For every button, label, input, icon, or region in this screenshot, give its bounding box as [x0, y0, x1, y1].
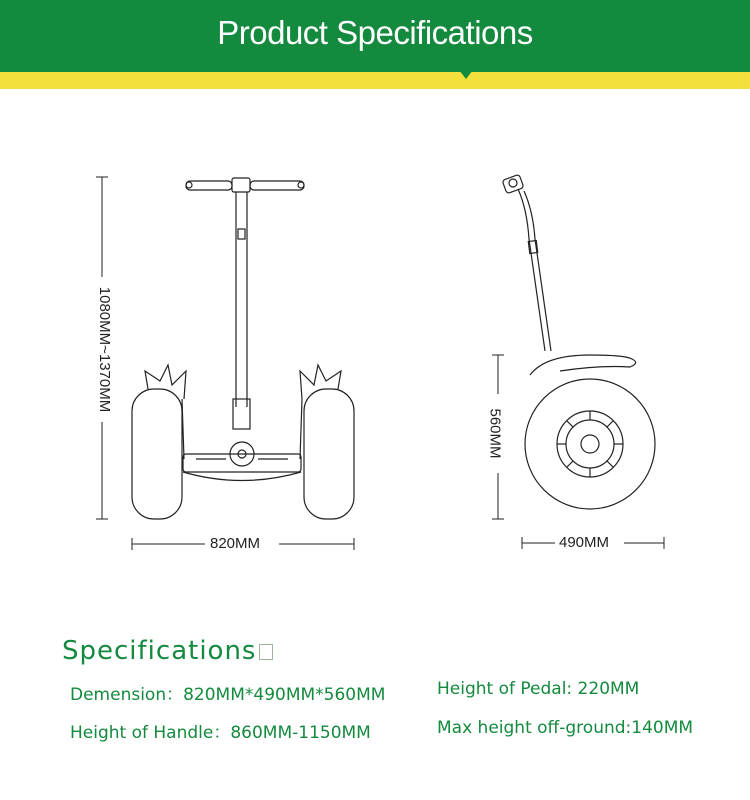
- placeholder-box-icon: [259, 644, 273, 660]
- page-title: Product Specifications: [217, 14, 533, 51]
- side-length-label: 490MM: [559, 534, 610, 551]
- front-left-wheel: [132, 365, 186, 519]
- specifications-title-text: Specifications: [62, 636, 257, 666]
- header-banner: [0, 0, 750, 72]
- spec-ground-clearance: Max height off-ground:140MM: [437, 718, 694, 738]
- product-drawing: [0, 89, 750, 629]
- side-fender: [530, 355, 636, 375]
- side-wheel: [525, 379, 655, 509]
- front-width-label: 820MM: [210, 535, 261, 552]
- front-handlebar: [186, 178, 304, 192]
- spec-pedal-height: Height of Pedal: 220MM: [437, 679, 640, 699]
- height-range-label: 1080MM~1370MM: [96, 286, 114, 413]
- spec-dimension: Demension：820MM*490MM*560MM: [70, 685, 386, 705]
- spec-handle-height: Height of Handle：860MM-1150MM: [70, 723, 371, 743]
- front-steering-column: [230, 192, 254, 466]
- side-handlebar: [502, 174, 551, 351]
- header-notch: [459, 70, 473, 79]
- specifications-heading: [62, 636, 273, 666]
- front-right-wheel: [300, 365, 354, 519]
- header-accent-band: [0, 72, 750, 89]
- wheel-height-label: 560MM: [486, 408, 504, 459]
